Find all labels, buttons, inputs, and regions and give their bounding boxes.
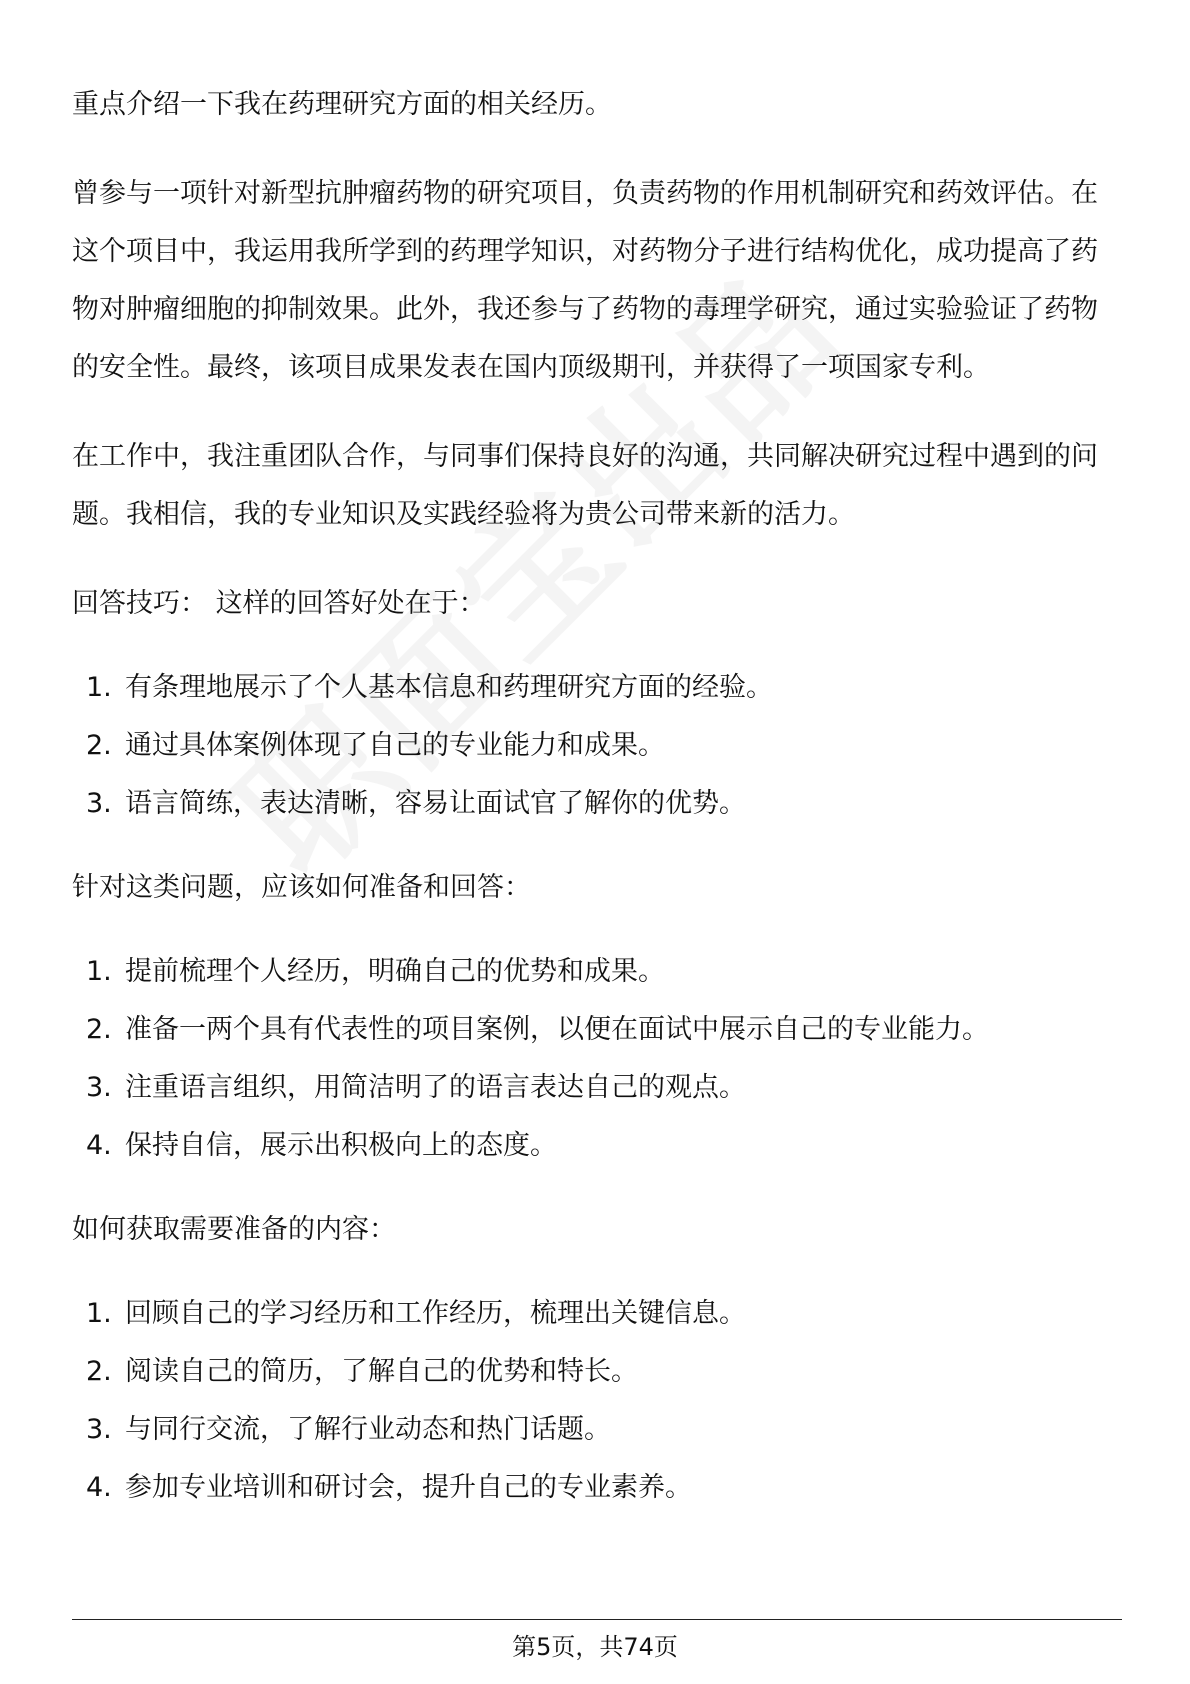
list-item	[72, 1001, 1122, 1059]
list-item	[72, 1059, 1122, 1117]
list-item-text: 通过具体案例体现了自己的专业能力和成果。	[125, 730, 665, 761]
list-item	[72, 1459, 1122, 1517]
list-item	[72, 775, 1122, 833]
tips-heading: 回答技巧： 这样的回答好处在于：	[72, 588, 486, 619]
list-item-text: 保持自信，展示出积极向上的态度。	[125, 1130, 557, 1161]
paragraph-teamwork: 在工作中，我注重团队合作，与同事们保持良好的沟通，共同解决研究过程中遇到的问题。我相信，我的专业知识及实践经验将为贵公司带来新的活力。	[72, 441, 1098, 530]
list-item-text: 准备一两个具有代表性的项目案例，以便在面试中展示自己的专业能力。	[125, 1014, 989, 1045]
paragraph-project-experience: 曾参与一项针对新型抗肿瘤药物的研究项目，负责药物的作用机制研究和药效评估。在这个项目中，我运用我所学到的药理学知识，对药物分子进行结构优化，成功提高了药物对肿瘤细胞的抑制效果。此外，我还参与了药物的毒理学研究，通过实验验证了药物的安全性。最终，该项目成果发表在国内顶级期刊，并获得了一项国家专利。	[72, 178, 1098, 383]
list-item-text: 有条理地展示了个人基本信息和药理研究方面的经验。	[125, 672, 773, 703]
list-number: 4.	[86, 1472, 112, 1503]
intro-line: 重点介绍一下我在药理研究方面的相关经历。	[72, 89, 612, 120]
list-item-text: 与同行交流，了解行业动态和热门话题。	[125, 1414, 611, 1445]
list-item-text: 提前梳理个人经历，明确自己的优势和成果。	[125, 956, 665, 987]
list-item	[72, 943, 1122, 1001]
list-number: 3.	[86, 788, 112, 819]
list-item	[72, 1117, 1122, 1175]
list-number: 1.	[86, 1298, 112, 1329]
tips-list	[72, 659, 1122, 833]
list-number: 1.	[86, 956, 112, 987]
list-item-text: 回顾自己的学习经历和工作经历，梳理出关键信息。	[125, 1298, 746, 1329]
list-item-text: 参加专业培训和研讨会，提升自己的专业素养。	[125, 1472, 692, 1503]
preparation-heading: 针对这类问题，应该如何准备和回答：	[72, 872, 531, 903]
list-number: 3.	[86, 1414, 112, 1445]
list-number: 2.	[86, 730, 112, 761]
list-number: 3.	[86, 1072, 112, 1103]
page-number: 第5页，共74页	[512, 1633, 678, 1661]
list-item-text: 注重语言组织，用简洁明了的语言表达自己的观点。	[125, 1072, 746, 1103]
page-content	[72, 76, 1122, 1543]
sources-list	[72, 1285, 1122, 1517]
list-item	[72, 717, 1122, 775]
list-item-text: 语言简练，表达清晰，容易让面试官了解你的优势。	[125, 788, 746, 819]
list-number: 4.	[86, 1130, 112, 1161]
list-item	[72, 659, 1122, 717]
footer-divider	[72, 1619, 1122, 1620]
list-number: 2.	[86, 1014, 112, 1045]
sources-heading: 如何获取需要准备的内容：	[72, 1214, 396, 1245]
list-item	[72, 1285, 1122, 1343]
list-item	[72, 1343, 1122, 1401]
preparation-list	[72, 943, 1122, 1175]
list-number: 2.	[86, 1356, 112, 1387]
list-number: 1.	[86, 672, 112, 703]
list-item-text: 阅读自己的简历，了解自己的优势和特长。	[125, 1356, 638, 1387]
list-item	[72, 1401, 1122, 1459]
